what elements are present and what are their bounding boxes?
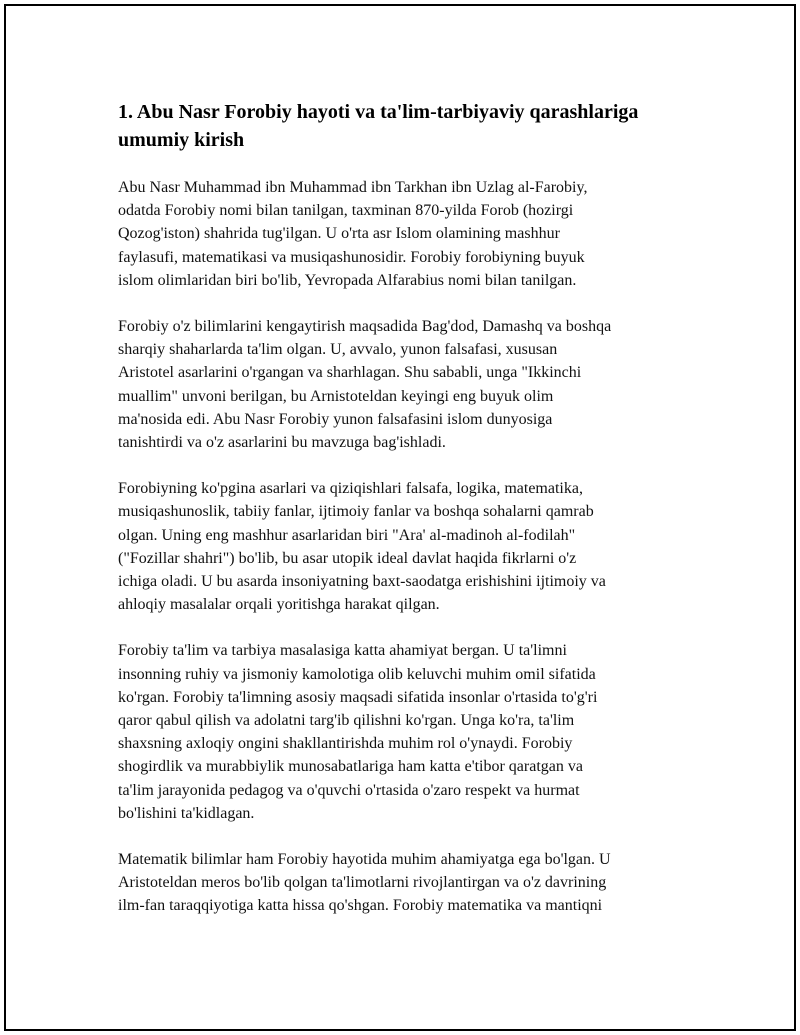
- paragraph-biography: Abu Nasr Muhammad ibn Muhammad ibn Tarkhan ibn Uzlag al-Farobiy, odatda Forobiy nomi bilan tanilgan, taxminan 870-yilda Forob (hozirgi Qozog'iston) shahrida tug'ilgan. U o'rta asr Islom olamining mashhur faylasufi, matematikasi va musiqashunosidir. Forobiy forobiyning buyuk islom olimlaridan biri bo'lib, Yevropada Alfarabius nomi bilan tanilgan.: [118, 179, 588, 289]
- page-frame: [4, 4, 796, 1031]
- document-body: [118, 98, 698, 941]
- paragraph-pedagogy: Forobiy ta'lim va tarbiya masalasiga katta ahamiyat bergan. U ta'limni insonning ruhiy va jismoniy kamolotiga olib keluvchi muhim omil sifatida ko'rgan. Forobiy ta'limning asosiy maqsadi sifatida insonlar o'rtasida to'g'ri qaror qabul qilish va adolatni targ'ib qilishni ko'rgan. Unga ko'ra, ta'lim shaxsning axloqiy ongini shakllantirishda muhim rol o'ynaydi. Forobiy shogirdlik va murabbiylik munosabatlariga ham katta e'tibor qaratgan va ta'lim jarayonida pedagog va o'quvchi o'rtasida o'zaro respekt va hurmat bo'lishini ta'kidlagan.: [118, 642, 598, 822]
- paragraph-mathematics: Matematik bilimlar ham Forobiy hayotida muhim ahamiyatga ega bo'lgan. U Aristoteldan meros bo'lib qolgan ta'limotlarni rivojlantirgan va o'z davrining ilm-fan taraqqiyotiga katta hissa qo'shgan. Forobiy matematika va mantiqni: [118, 851, 611, 915]
- section-heading: 1. Abu Nasr Forobiy hayoti va ta'lim-tarbiyaviy qarashlariga umumiy kirish: [118, 101, 639, 151]
- paragraph-education: Forobiy o'z bilimlarini kengaytirish maqsadida Bag'dod, Damashq va boshqa sharqiy shaharlarda ta'lim olgan. U, avvalo, yunon falsafasi, xususan Aristotel asarlarini o'rgangan va sharhlagan. Shu sababli, unga "Ikkinchi muallim" unvoni berilgan, bu Arnistoteldan keyingi eng buyuk olim ma'nosida edi. Abu Nasr Forobiy yunon falsafasini islom dunyosiga tanishtirdi va o'z asarlarini bu mavzuga bag'ishladi.: [118, 318, 612, 452]
- paragraph-works: Forobiyning ko'pgina asarlari va qiziqishlari falsafa, logika, matematika, musiqashunoslik, tabiiy fanlar, ijtimoiy fanlar va boshqa sohalarni qamrab olgan. Uning eng mashhur asarlaridan biri "Ara' al-madinoh al-fodilah" ("Fozillar shahri") bo'lib, bu asar utopik ideal davlat haqida fikrlarni o'z ichiga oladi. U bu asarda insoniyatning baxt-saodatga erishishini ijtimoiy va ahloqiy masalalar orqali yoritishga harakat qilgan.: [118, 480, 606, 614]
